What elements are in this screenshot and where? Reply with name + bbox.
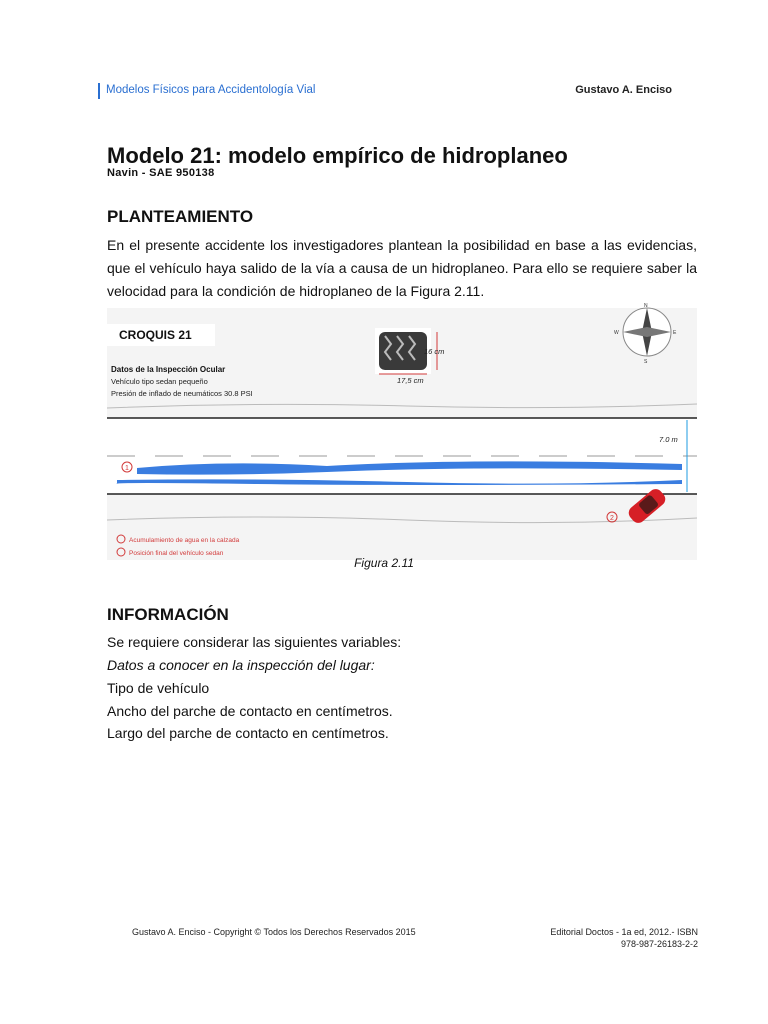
header-book-title: Modelos Físicos para Accidentología Vial — [106, 84, 316, 96]
tire-height-label: 16 cm — [424, 347, 445, 356]
info-line: Tipo de vehículo — [107, 680, 210, 696]
section-heading-informacion: INFORMACIÓN — [107, 605, 229, 624]
compass-n: N — [644, 303, 648, 309]
info-line-italic: Datos a conocer en la inspección del lugar: — [107, 657, 375, 673]
tire-tread-icon — [375, 328, 431, 374]
marker-2: 2 — [610, 515, 614, 522]
footer-isbn — [550, 926, 698, 950]
footer-isbn-line-1: Editorial Doctos - 1a ed, 2012.- ISBN — [550, 927, 698, 937]
road-width-label: 7.0 m — [659, 435, 678, 444]
figure-caption: Figura 2.11 — [354, 556, 414, 570]
croquis-label: CROQUIS 21 — [119, 328, 192, 342]
page-subtitle: Navin - SAE 950138 — [107, 167, 215, 179]
compass-s: S — [644, 359, 648, 365]
footer-copyright: Gustavo A. Enciso - Copyright © Todos los Derechos Reservados 2015 — [132, 927, 416, 937]
info-line: Ancho del parche de contacto en centímetros. — [107, 703, 393, 719]
planteamiento-paragraph: En el presente accidente los investigadores plantean la posibilidad en base a las evidencias, que el vehículo haya salido de la vía a causa de un hidroplaneo. Para ello se requiere saber la velocidad para la condición de hidroplaneo de la Figura 2.11. — [107, 237, 697, 299]
info-title: Datos de la Inspección Ocular — [111, 365, 226, 374]
info-line-1: Vehículo tipo sedan pequeño — [111, 377, 208, 386]
info-line: Se requiere considerar las siguientes variables: — [107, 634, 402, 650]
compass-w: W — [614, 330, 619, 336]
figure-croquis — [107, 303, 697, 560]
info-line: Largo del parche de contacto en centímetros. — [107, 725, 389, 741]
header-author: Gustavo A. Enciso — [575, 84, 672, 96]
footer-isbn-line-2: 978-987-26183-2-2 — [620, 939, 698, 949]
page-title: Modelo 21: modelo empírico de hidroplaneo — [107, 143, 568, 168]
compass-e: E — [673, 330, 677, 336]
marker-1: 1 — [125, 465, 129, 472]
info-line-2: Presión de inflado de neumáticos 30.8 PSI — [111, 389, 253, 398]
legend-item-1: Acumulamiento de agua en la calzada — [129, 537, 240, 544]
section-heading-planteamiento: PLANTEAMIENTO — [107, 207, 254, 226]
tire-width-label: 17,5 cm — [397, 376, 424, 385]
legend-item-2: Posición final del vehículo sedan — [129, 550, 224, 557]
header-accent-bar — [98, 83, 100, 99]
